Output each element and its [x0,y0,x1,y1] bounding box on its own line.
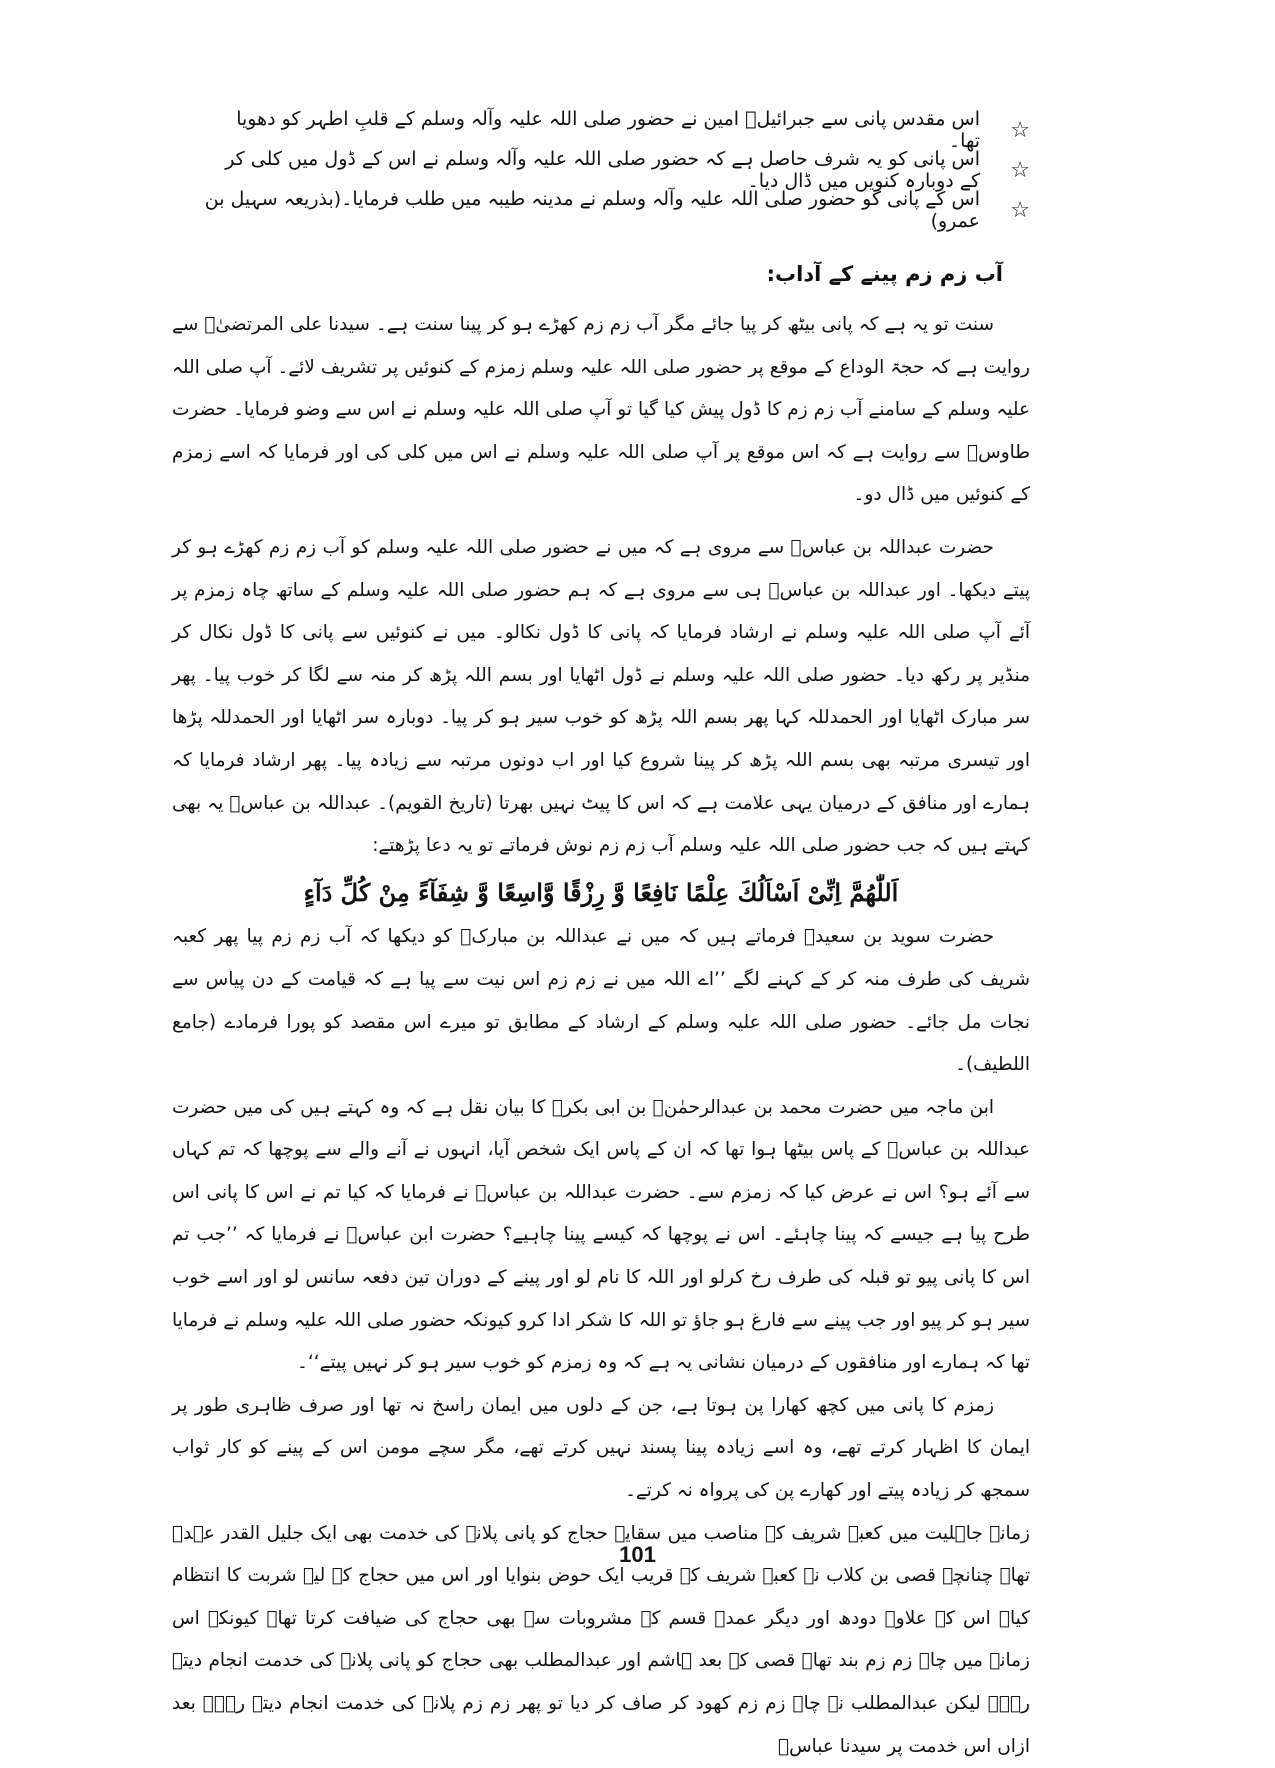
paragraph: سنت تو یہ ہے کہ پانی بیٹھ کر پیا جائے مگر آب زم زم کھڑے ہو کر پینا سنت ہے۔ سیدنا علی المرتضیٰؓ سے روایت ہے کہ حجۃ الوداع کے موقع پر حضور صلی اللہ علیہ وسلم زمزم کے کنوئیں پر تشریف لائے۔ آپ صلی اللہ علیہ وسلم کے سامنے آب زم زم کا ڈول پیش کیا گیا تو آپ صلی اللہ علیہ وسلم نے اس سے وضو فرمایا۔ حضرت طاوسؒ سے روایت ہے کہ اس موقع پر آپ صلی اللہ علیہ وسلم نے اس میں کلی کی اور فرمایا کہ اسے زمزم کے کنوئیں میں ڈال دو۔ [172,314,1030,506]
paragraph: حضرت عبداللہ بن عباسؓ سے مروی ہے کہ میں نے حضور صلی اللہ علیہ وسلم کو آب زم زم کھڑے ہو کر پیتے دیکھا۔ اور عبداللہ بن عباسؓ ہی سے مروی ہے کہ ہم حضور صلی اللہ علیہ وسلم کے ساتھ چاہ زمزم پر آئے آپ صلی اللہ علیہ وسلم نے ارشاد فرمایا کہ پانی کا ڈول نکالو۔ میں نے کنوئیں سے پانی کا ڈول نکال کر منڈیر پر رکھ دیا۔ حضور صلی اللہ علیہ وسلم نے ڈول اٹھایا اور بسم اللہ پڑھ کر منہ سے لگا کر خوب پیا۔ پھر سر مبارک اٹھایا اور الحمدللہ کہا پھر بسم اللہ پڑھ کو خوب سیر ہو کر پیا۔ دوبارہ سر اٹھایا اور الحمدللہ پڑھا اور تیسری مرتبہ بھی بسم اللہ پڑھ کر پینا شروع کیا اور اب دونوں مرتبہ سے زیادہ پیا۔ پھر ارشاد فرمایا کہ ہمارے اور منافق کے درمیان یہی علامت ہے کہ اس کا پیٹ نہیں بھرتا (تاریخ القویم)۔ عبداللہ بن عباسؓ یہ بھی کہتے ہیں کہ جب حضور صلی اللہ علیہ وسلم آب زم زم نوش فرماتے تو یہ دعا پڑھتے: [172,536,1030,857]
list-item [200,150,1030,190]
star-outline-icon: ☆ [1010,157,1030,183]
list-item-text: اس کے پانی کو حضور صلی اللہ علیہ وآلہ وسلم نے مدینہ طیبہ میں طلب فرمایا۔(بذریعہ سہیل بن عمرو) [204,188,980,232]
list-item-text: اس مقدس پانی سے جبرائیلؑ امین نے حضور صلی اللہ علیہ وآلہ وسلم کے قلبِ اطہر کو دھویا تھا۔ [236,108,980,152]
dua-text: اَللّٰهُمَّ اِنِّیْ اَسْاَلُكَ عِلْمًا نَافِعًا وَّ رِزْقًا وَّاسِعًا وَّ شِفَآءً مِنْ كُلِّ دَآءٍ [303,877,899,907]
page-number: 101 [619,1542,656,1567]
list-item [200,110,1030,150]
star-outline-icon: ☆ [1010,197,1030,223]
paragraph: زمزم کا پانی میں کچھ کھارا پن ہوتا ہے، جن کے دلوں میں ایمان راسخ نہ تھا اور صرف ظاہری طور پر ایمان کا اظہار کرتے تھے، وہ اسے زیادہ پینا پسند نہیں کرتے تھے، مگر سچے مومن اس کے پینے کو کار ثواب سمجھ کر زیادہ پیتے اور کھارے پن کی پرواہ نہ کرتے۔ [172,1394,1030,1502]
list-item-text: اس پانی کو یہ شرف حاصل ہے کہ حضور صلی اللہ علیہ وآلہ وسلم نے اس کے ڈول میں کلی کر کے دوبارہ کنویں میں ڈال دیا۔ [225,148,980,192]
paragraph: زمانہ جاہلیت میں کعبہ شریف کے مناصب میں سقایہ حجاج کو پانی پلانے کی خدمت بھی ایک جلیل القدر عہدہ تھا۔ چنانچہ قصی بن کلاب نے کعبہ شریف کے قریب ایک حوض بنوایا اور اس میں حجاج کے لیے شربت کا انتظام کیا۔ اس کے علاوہ دودھ اور دیگر عمدہ قسم کے مشروبات سے بھی حجاج کی ضیافت کرتا تھا۔ کیونکہ اس زمانے میں چاہ زم زم بند تھا۔ قصی کے بعد ہاشم اور عبدالمطلب بھی حجاج کو پانی پلانے کی خدمت انجام دیتے رہے۔ لیکن عبدالمطلب نے چاہ زم زم کھود کر صاف کر دیا تو پھر زم زم پلانے کی خدمت انجام دیتے رہے۔ بعد ازاں اس خدمت پر سیدنا عباسؓ [172,1522,1030,1757]
bullet-list [200,110,1030,230]
paragraph: ابن ماجہ میں حضرت محمد بن عبدالرحمٰنؒ بن ابی بکرؓ کا بیان نقل ہے کہ وہ کہتے ہیں کی میں حضرت عبداللہ بن عباسؓ کے پاس بیٹھا ہوا تھا کہ ان کے پاس ایک شخص آیا، انہوں نے آنے والے سے پوچھا کہ تم کہاں سے آئے ہو؟ اس نے عرض کیا کہ زمزم سے۔ حضرت عبداللہ بن عباسؓ نے فرمایا کہ کیا تم نے اس کا پانی اس طرح پیا ہے جیسے کہ پینا چاہئے۔ اس نے پوچھا کہ کیسے پینا چاہیے؟ حضرت ابن عباسؓ نے فرمایا کہ ’’جب تم اس کا پانی پیو تو قبلہ کی طرف رخ کرلو اور اللہ کا نام لو اور پینے کے دوران تین دفعہ سانس لو اور اسے خوب سیر ہو کر پیو اور جب پینے سے فارغ ہو جاؤ تو اللہ کا شکر ادا کرو کیونکہ حضور صلی اللہ علیہ وسلم نے فرمایا تھا کہ ہمارے اور منافقوں کے درمیان نشانی یہ ہے کہ وہ زمزم کو خوب سیر ہو کر نہیں پیتے‘‘۔ [172,1096,1030,1374]
list-item [200,190,1030,230]
section-heading: آب زم زم پینے کے آداب: [766,262,1003,286]
star-outline-icon: ☆ [1010,117,1030,143]
paragraph: حضرت سوید بن سعیدؒ فرماتے ہیں کہ میں نے عبداللہ بن مبارکؒ کو دیکھا کہ آب زم زم پیا پھر کعبہ شریف کی طرف منہ کر کے کہنے لگے ’’اے اللہ میں نے زم زم اس نیت سے پیا ہے کہ قیامت کے دن پیاس سے نجات مل جائے۔ حضور صلی اللہ علیہ وسلم کے ارشاد کے مطابق تو میرے اس مقصد کو پورا فرمادے (جامع اللطیف)۔ [172,926,1030,1076]
